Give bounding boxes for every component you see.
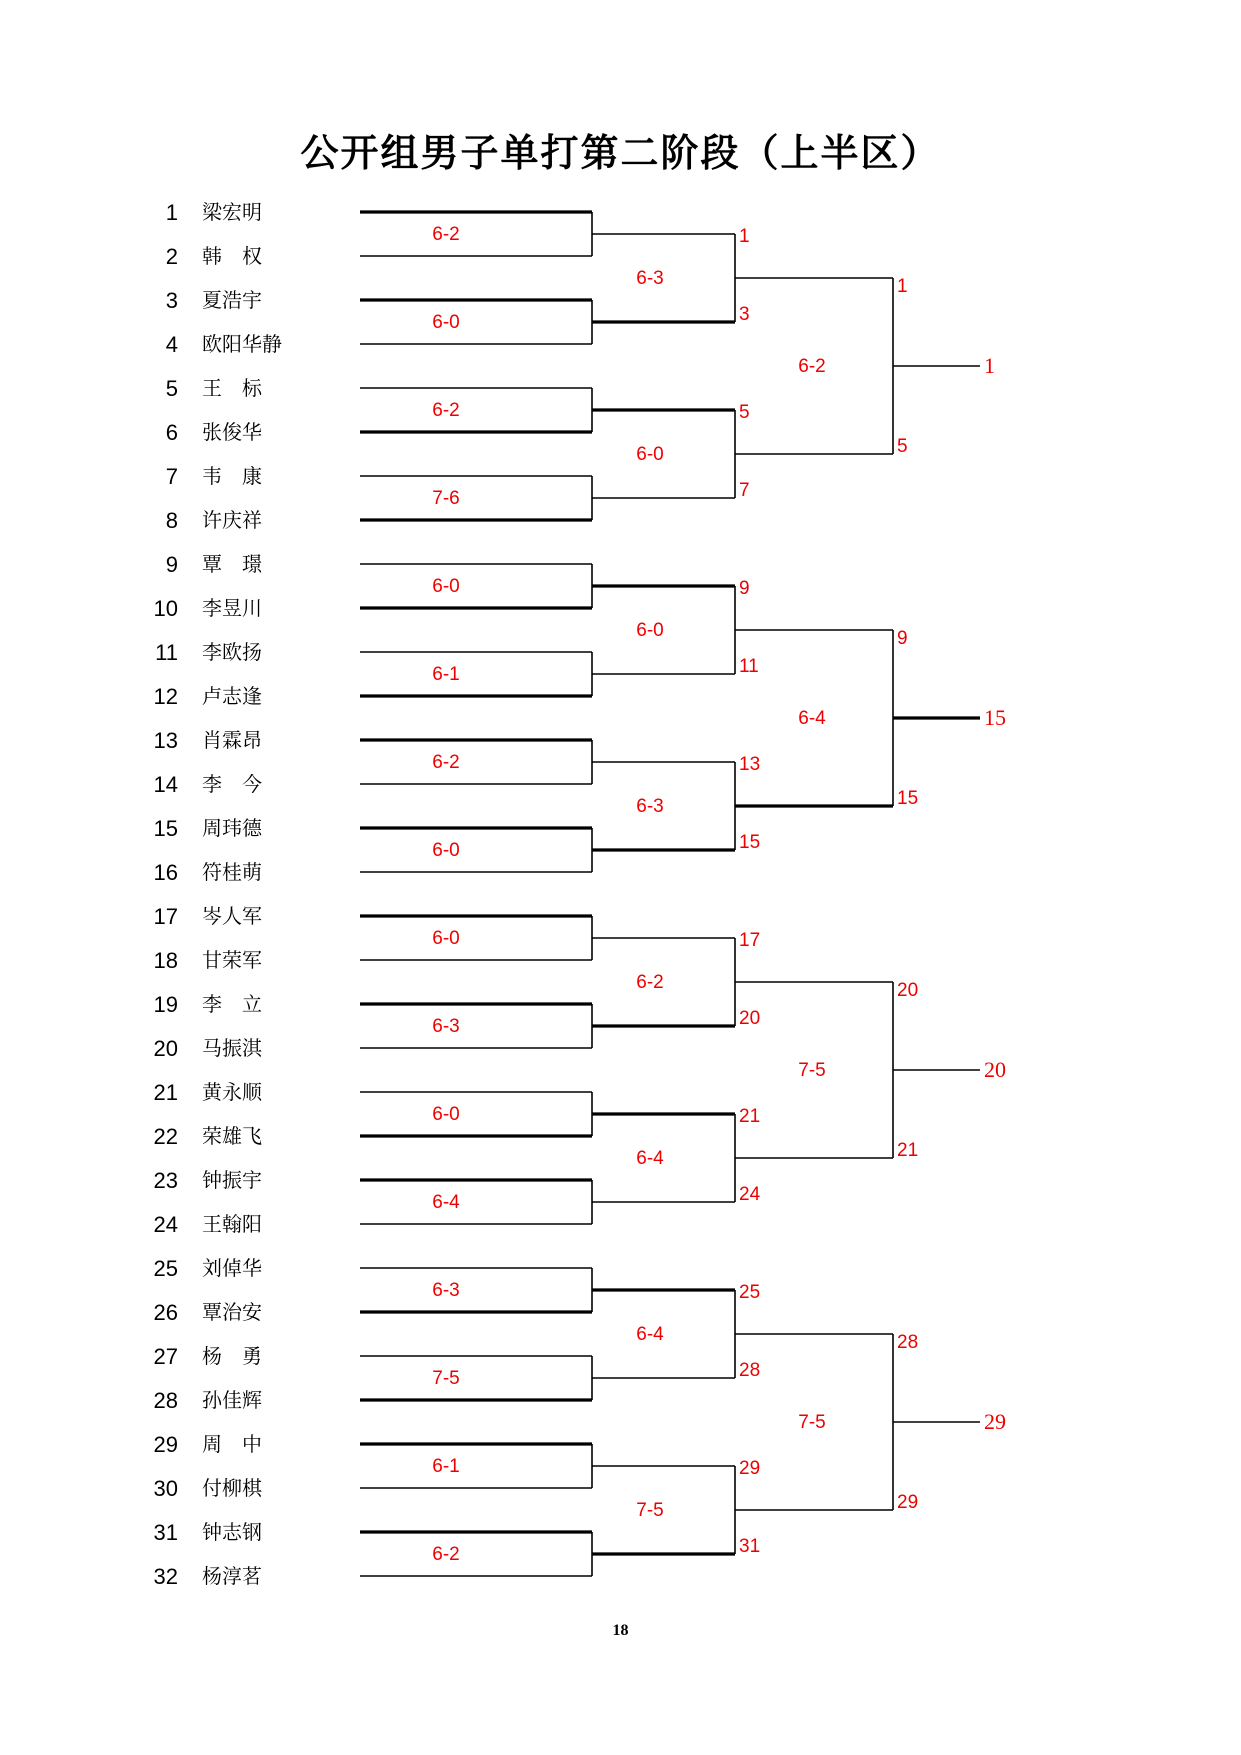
player-name: 甘荣军 <box>202 948 262 972</box>
advancing-seed: 28 <box>739 1360 761 1381</box>
player-name: 梁宏明 <box>202 200 262 224</box>
advancing-seed: 28 <box>897 1332 919 1353</box>
player-name: 杨淳茗 <box>202 1564 262 1588</box>
player-name: 周 中 <box>202 1432 262 1456</box>
player-name: 肖霖昂 <box>202 728 262 752</box>
player-name: 孙佳辉 <box>202 1388 262 1412</box>
match-score: 6-4 <box>432 1192 460 1213</box>
player-name: 杨 勇 <box>202 1344 262 1368</box>
player-name: 黄永顺 <box>202 1080 262 1104</box>
player-seed: 1 <box>165 200 178 225</box>
player-name: 荣雄飞 <box>202 1124 262 1148</box>
advancing-seed: 24 <box>739 1184 761 1205</box>
match-score: 7-5 <box>636 1500 664 1521</box>
page-number: 18 <box>612 1622 629 1639</box>
match-score: 6-4 <box>636 1148 664 1169</box>
player-seed: 9 <box>165 552 178 577</box>
match-score: 6-3 <box>636 796 664 817</box>
player-seed: 4 <box>165 332 178 357</box>
player-seed: 31 <box>153 1520 178 1545</box>
advancing-seed: 15 <box>739 832 761 853</box>
match-score: 6-2 <box>636 972 664 993</box>
advancing-seed: 9 <box>739 578 750 599</box>
advancing-seed: 25 <box>739 1282 761 1303</box>
player-seed: 11 <box>155 640 178 665</box>
player-seed: 13 <box>153 728 178 753</box>
player-name: 周玮德 <box>202 816 262 840</box>
quarter-winner: 1 <box>984 353 995 378</box>
player-seed: 32 <box>153 1564 178 1589</box>
player-seed: 28 <box>153 1388 178 1413</box>
player-seed: 12 <box>153 684 178 709</box>
player-seed: 2 <box>165 244 178 269</box>
match-score: 6-2 <box>432 400 460 421</box>
player-name: 李 今 <box>202 772 262 796</box>
player-seed: 23 <box>153 1168 178 1193</box>
player-seed: 10 <box>153 596 178 621</box>
match-score: 6-0 <box>636 620 664 641</box>
player-name: 许庆祥 <box>202 508 262 532</box>
match-score: 6-0 <box>636 444 664 465</box>
quarter-winner: 29 <box>984 1409 1006 1434</box>
player-seed: 6 <box>165 420 178 445</box>
quarter-winner: 20 <box>984 1057 1006 1082</box>
match-score: 7-5 <box>798 1412 826 1433</box>
player-name: 李欧扬 <box>202 640 262 664</box>
match-score: 6-1 <box>432 664 460 685</box>
player-seed: 25 <box>153 1256 178 1281</box>
match-score: 6-2 <box>798 356 826 377</box>
match-score: 6-1 <box>432 1456 460 1477</box>
match-score: 6-0 <box>432 1104 460 1125</box>
quarter-winner: 15 <box>984 705 1006 730</box>
match-score: 6-0 <box>432 928 460 949</box>
advancing-seed: 3 <box>739 304 750 325</box>
player-seed: 18 <box>153 948 178 973</box>
match-score: 6-0 <box>432 312 460 333</box>
match-score: 6-2 <box>432 752 460 773</box>
player-name: 韦 康 <box>202 464 262 488</box>
player-name: 岑人军 <box>202 904 262 928</box>
match-score: 6-4 <box>798 708 826 729</box>
player-seed: 14 <box>153 772 178 797</box>
player-name: 钟振宇 <box>202 1168 262 1192</box>
player-name: 卢志逢 <box>202 684 262 708</box>
player-name: 符桂萌 <box>202 860 262 884</box>
player-seed: 26 <box>153 1300 178 1325</box>
advancing-seed: 21 <box>739 1106 761 1127</box>
advancing-seed: 20 <box>897 980 919 1001</box>
player-seed: 5 <box>165 376 178 401</box>
match-score: 6-3 <box>636 268 664 289</box>
player-seed: 7 <box>165 464 178 489</box>
match-score: 6-3 <box>432 1280 460 1301</box>
player-name: 夏浩宇 <box>202 288 262 312</box>
player-seed: 27 <box>153 1344 178 1369</box>
advancing-seed: 5 <box>897 436 908 457</box>
player-seed: 15 <box>153 816 178 841</box>
player-name: 覃治安 <box>202 1300 262 1324</box>
match-score: 7-5 <box>432 1368 460 1389</box>
player-name: 刘倬华 <box>202 1256 262 1280</box>
advancing-seed: 20 <box>739 1008 761 1029</box>
player-name: 付柳棋 <box>202 1476 262 1500</box>
advancing-seed: 5 <box>739 402 750 423</box>
advancing-seed: 29 <box>739 1458 761 1479</box>
player-name: 马振淇 <box>202 1036 262 1060</box>
player-seed: 30 <box>153 1476 178 1501</box>
advancing-seed: 15 <box>897 788 919 809</box>
player-seed: 3 <box>165 288 178 313</box>
advancing-seed: 11 <box>739 656 759 677</box>
advancing-seed: 21 <box>897 1140 919 1161</box>
player-seed: 19 <box>153 992 178 1017</box>
match-score: 6-3 <box>432 1016 460 1037</box>
match-score: 6-0 <box>432 840 460 861</box>
page-title: 公开组男子单打第二阶段（上半区） <box>300 131 941 175</box>
player-seed: 29 <box>153 1432 178 1457</box>
match-score: 6-2 <box>432 224 460 245</box>
player-name: 李昱川 <box>202 596 262 620</box>
advancing-seed: 1 <box>897 276 908 297</box>
player-seed: 24 <box>153 1212 178 1237</box>
advancing-seed: 31 <box>739 1536 761 1557</box>
match-score: 6-0 <box>432 576 460 597</box>
player-seed: 20 <box>153 1036 178 1061</box>
player-name: 欧阳华静 <box>202 332 282 356</box>
advancing-seed: 7 <box>739 480 750 501</box>
player-name: 张俊华 <box>202 420 262 444</box>
match-score: 7-5 <box>798 1060 826 1081</box>
player-name: 钟志钢 <box>202 1520 262 1544</box>
player-seed: 21 <box>153 1080 178 1105</box>
player-seed: 17 <box>153 904 178 929</box>
advancing-seed: 1 <box>739 226 750 247</box>
match-score: 7-6 <box>432 488 460 509</box>
player-name: 王翰阳 <box>202 1212 262 1236</box>
player-seed: 22 <box>153 1124 178 1149</box>
player-name: 王 标 <box>202 376 262 400</box>
advancing-seed: 13 <box>739 754 761 775</box>
player-seed: 8 <box>165 508 178 533</box>
player-name: 覃 璟 <box>202 552 262 576</box>
match-score: 6-2 <box>432 1544 460 1565</box>
advancing-seed: 29 <box>897 1492 919 1513</box>
match-score: 6-4 <box>636 1324 664 1345</box>
player-seed: 16 <box>153 860 178 885</box>
player-name: 韩 权 <box>202 244 262 268</box>
advancing-seed: 17 <box>739 930 761 951</box>
player-name: 李 立 <box>202 992 262 1016</box>
advancing-seed: 9 <box>897 628 908 649</box>
